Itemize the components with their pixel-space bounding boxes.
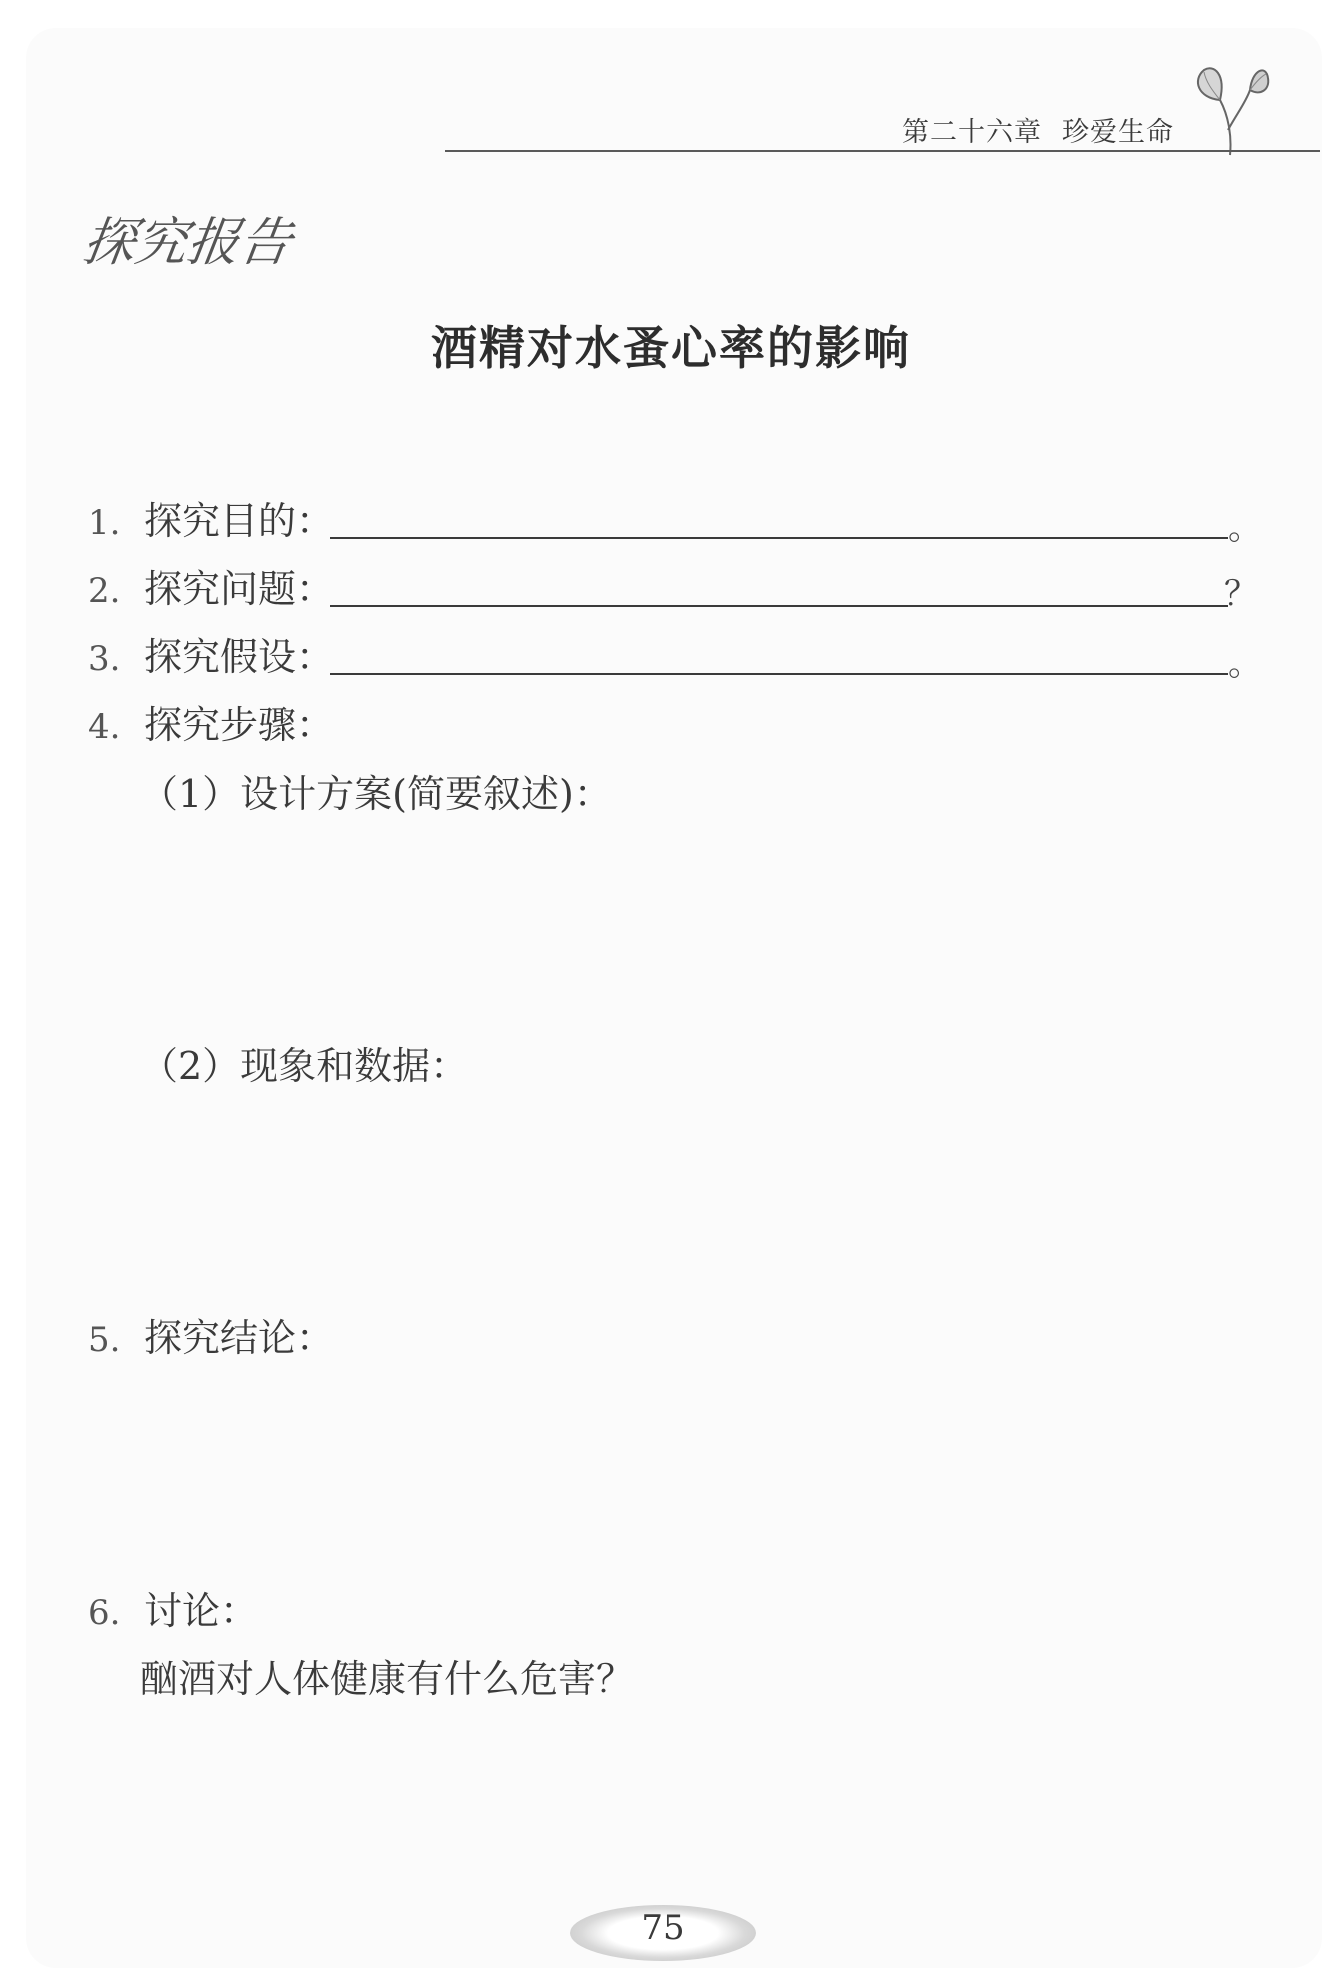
chapter-header xyxy=(902,110,1174,149)
step-observations-data: （2）现象和数据： xyxy=(140,1044,469,1088)
question-end-mark: ？ xyxy=(1224,574,1258,614)
item-number: 6. xyxy=(88,1593,121,1633)
chapter-number: 第二十六章 xyxy=(902,117,1042,148)
purpose-answer-line[interactable] xyxy=(330,537,1228,539)
hypothesis-answer-line[interactable] xyxy=(330,673,1228,675)
step-design-plan: （1）设计方案(简要叙述)： xyxy=(140,772,612,816)
item-number: 1. xyxy=(88,503,121,543)
purpose-end-mark: 。 xyxy=(1228,508,1262,548)
item-purpose xyxy=(88,490,334,545)
question-answer-line[interactable] xyxy=(330,605,1228,607)
chapter-title: 珍爱生命 xyxy=(1062,117,1174,148)
item-label: 探究假设： xyxy=(144,635,335,679)
item-steps xyxy=(88,694,334,749)
main-title: 酒精对水蚤心率的影响 xyxy=(431,321,911,375)
item-label: 探究结论： xyxy=(144,1316,335,1360)
item-question xyxy=(88,558,334,613)
item-label: 探究问题： xyxy=(144,567,335,611)
item-number: 4. xyxy=(88,707,121,747)
leaf-sprout-icon xyxy=(1190,60,1270,160)
item-discussion xyxy=(88,1580,258,1635)
item-label: 探究目的： xyxy=(144,499,335,543)
item-label: 探究步骤： xyxy=(144,703,335,747)
item-number: 5. xyxy=(88,1320,121,1360)
section-title: 探究报告 xyxy=(79,213,296,273)
item-number: 3. xyxy=(88,639,121,679)
header-rule xyxy=(445,150,1320,152)
hypothesis-end-mark: 。 xyxy=(1228,644,1262,684)
item-number: 2. xyxy=(88,571,121,611)
item-conclusion xyxy=(88,1307,334,1362)
item-hypothesis xyxy=(88,626,334,681)
page-number: 75 xyxy=(641,1908,685,1948)
discussion-question: 酗酒对人体健康有什么危害？ xyxy=(140,1657,635,1701)
item-label: 讨论： xyxy=(144,1589,259,1633)
